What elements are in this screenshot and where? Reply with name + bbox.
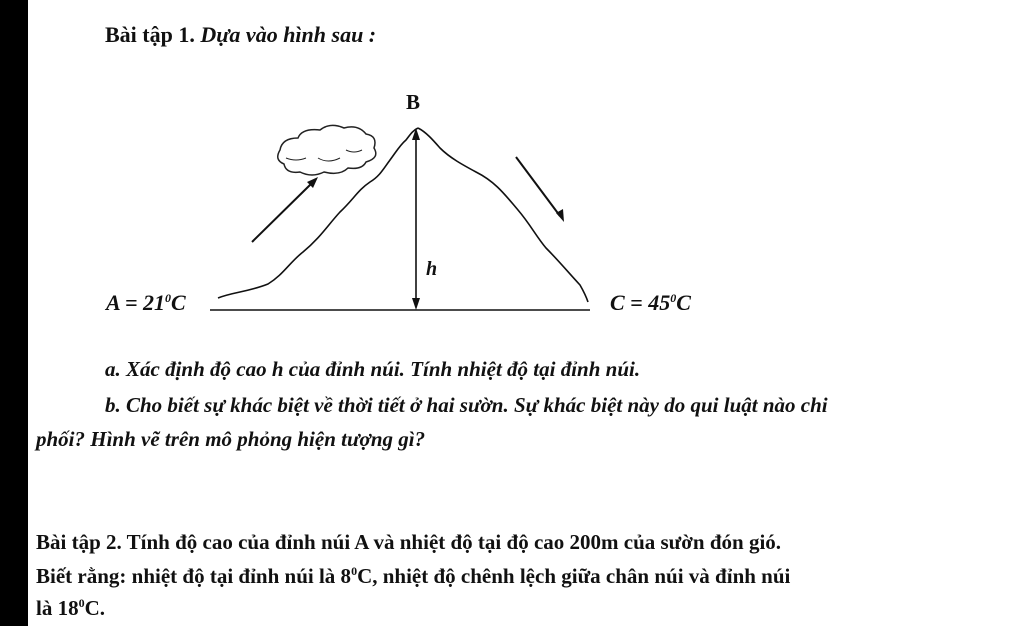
label-c-unit: C: [676, 290, 691, 315]
wind-arrow-up: [252, 183, 312, 242]
label-c-value: C = 45: [610, 290, 671, 315]
exercise2-line2-prefix: Biết rằng: nhiệt độ tại đỉnh núi là 8: [36, 564, 352, 588]
exercise2-line3-prefix: là 18: [36, 596, 79, 620]
height-arrow-bottom: [412, 298, 420, 310]
exercise1-title-instruction: Dựa vào hình sau :: [200, 22, 377, 47]
label-c-temperature: [610, 290, 691, 316]
label-a-degree: 0: [165, 291, 171, 305]
height-arrow-top: [412, 128, 420, 140]
label-a-temperature: [106, 290, 186, 316]
cloud-wisps: [286, 150, 362, 161]
exercise2-line2-suffix: C, nhiệt độ chênh lệch giữa chân núi và đỉnh núi: [357, 564, 791, 588]
question-b-line2: phối? Hình vẽ trên mô phỏng hiện tượng gì?: [36, 427, 426, 451]
height-label-h: h: [426, 258, 438, 280]
exercise2-line3-degree: 0: [78, 596, 85, 610]
exercise2-line2-degree: 0: [351, 564, 358, 578]
peak-label-b: B: [406, 90, 421, 114]
windward-slope: [218, 128, 418, 298]
question-b-line1: b. Cho biết sự khác biệt về thời tiết ở hai sườn. Sự khác biệt này do qui luật nào chi: [105, 393, 828, 417]
question-a: a. Xác định độ cao h của đỉnh núi. Tính nhiệt độ tại đỉnh núi.: [105, 357, 641, 381]
document-page: [28, 0, 1024, 626]
label-a-value: A = 21: [106, 290, 165, 315]
label-a-unit: C: [171, 290, 186, 315]
exercise2-line2: [36, 564, 790, 589]
exercise2-line3: [36, 596, 105, 621]
exercise1-title-prefix: Bài tập 1.: [105, 22, 195, 47]
mountain-figure: [28, 0, 1024, 340]
exercise2-line1: Bài tập 2. Tính độ cao của đỉnh núi A và nhiệt độ tại độ cao 200m của sườn đón gió.: [36, 530, 782, 554]
wind-arrow-down: [516, 157, 560, 216]
label-c-degree: 0: [670, 291, 677, 305]
exercise2-line3-suffix: C.: [84, 596, 106, 620]
